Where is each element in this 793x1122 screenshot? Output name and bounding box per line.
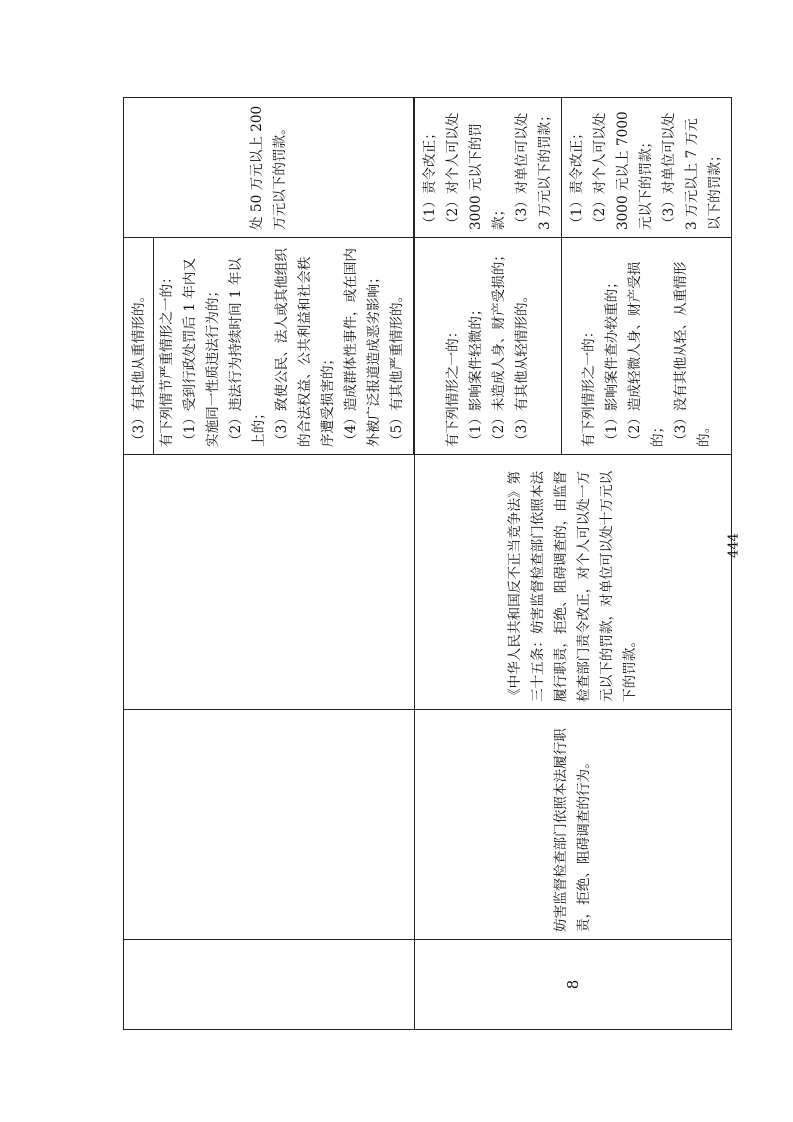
circumstance-line: 有下列情形之一的： bbox=[445, 324, 461, 447]
punishment-line: 处 50 万元以上 200 万元以下的罚款。 bbox=[248, 105, 288, 230]
row-behavior: 妨害监督检查部门依照本法履行职责，拒绝、阻碍调查的行为。 bbox=[415, 710, 732, 940]
circumstance-line: （2）违法行为持续时间 1 年以上的； bbox=[228, 257, 267, 447]
circumstance-line: 有下列情形之一的： bbox=[580, 324, 597, 447]
circumstance-line: （5）有其他严重情形的。 bbox=[389, 288, 405, 447]
circumstance-cell bbox=[124, 238, 414, 455]
punishment-cell bbox=[562, 98, 732, 238]
circumstance-line: （3）有其他从轻情形的。 bbox=[514, 288, 530, 447]
punishment-cell bbox=[124, 98, 414, 238]
circumstance-line: （3）致使公民、法人或其他组织的合法权益、公共利益和社会秩序遭受损害的； bbox=[274, 248, 336, 447]
punishment-line: （1）责令改正； bbox=[422, 126, 438, 230]
penalty-discretion-table bbox=[123, 97, 732, 1030]
punishment-line: （1）责令改正； bbox=[569, 126, 585, 230]
circumstance-line: （4）造成群体性事件，或在国内外被广泛报道造成恶劣影响； bbox=[343, 248, 382, 447]
row-seq: 8 bbox=[415, 940, 732, 1030]
circumstance-line: （3）没有其他从轻、从重情形的。 bbox=[672, 261, 712, 447]
punishment-line: （2）对个人可以处 3000 元以下的罚款； bbox=[445, 112, 507, 230]
row-empty-basis bbox=[124, 455, 415, 710]
circumstance-line: 有下列情节严重情形之一的： bbox=[159, 270, 175, 447]
punishment-line: （2）对个人可以处 3000 元以上 7000 元以下的罚款； bbox=[592, 111, 654, 230]
circumstance-line: （2）未造成人身、财产受损的； bbox=[491, 248, 507, 447]
row-empty-behavior bbox=[124, 710, 415, 940]
circumstance-line: （1）影响案件轻微的； bbox=[468, 302, 484, 447]
circumstance-line: （3）有其他从重情形的。 bbox=[131, 288, 147, 447]
circumstance-line: （1）影响案件查办较重的； bbox=[603, 275, 620, 447]
circumstance-line: （1）受到行政处罚后 1 年内又实施同一性质违法行为的； bbox=[182, 257, 221, 447]
rotated-table-container bbox=[123, 98, 723, 1030]
table-row bbox=[124, 98, 414, 1030]
severe-circumstance-block bbox=[153, 238, 409, 454]
row-empty-seq bbox=[124, 940, 415, 1030]
row-legal-basis: 《中华人民共和国反不正当竞争法》第三十五条：妨害监督检查部门依照本法履行职责，拒绝、阻碍调查的，由监督检查部门责令改正，对个人可以处一万元以下的罚款，对单位可以处十万元以下的罚款。 bbox=[415, 455, 732, 710]
table-row bbox=[415, 98, 562, 1030]
punishment-cell bbox=[415, 98, 562, 238]
punishment-line: （3）对单位可以处 3 万元以下的罚款； bbox=[514, 108, 553, 230]
page-number: 444 bbox=[726, 533, 742, 558]
circumstance-cell bbox=[562, 238, 732, 455]
punishment-line: （3）对单位可以处 3 万元以上 7 万元以下的罚款； bbox=[661, 112, 723, 230]
circumstance-cell bbox=[415, 238, 562, 455]
circumstance-line: （2）造成轻微人身、财产受损的； bbox=[626, 261, 666, 447]
